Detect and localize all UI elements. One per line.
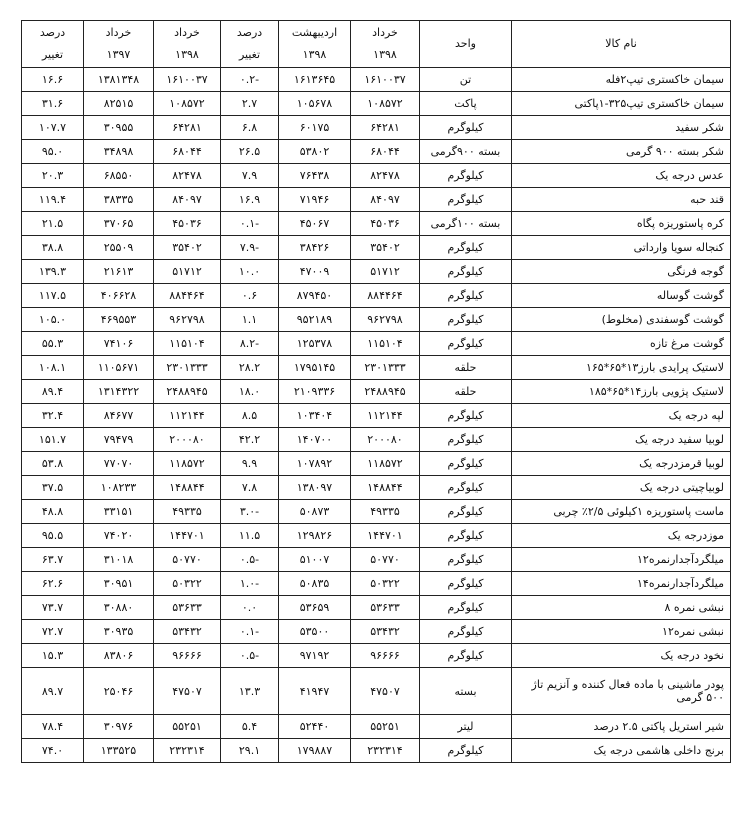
cell-change2: ۱۵.۳ bbox=[22, 644, 84, 668]
cell-change1: ۵.۴ bbox=[221, 715, 279, 739]
cell-unit: کیلوگرم bbox=[420, 236, 512, 260]
table-row bbox=[22, 332, 731, 356]
cell-khordad98b: ۳۵۴۰۲ bbox=[154, 236, 221, 260]
cell-khordad97: ۸۴۶۷۷ bbox=[84, 404, 154, 428]
cell-khordad97: ۲۵۰۴۶ bbox=[84, 668, 154, 715]
cell-khordad98b: ۹۶۲۷۹۸ bbox=[154, 308, 221, 332]
cell-change2: ۵۵.۳ bbox=[22, 332, 84, 356]
cell-khordad97: ۳۰۸۸۰ bbox=[84, 596, 154, 620]
header-line: ۱۳۹۷ bbox=[106, 48, 131, 61]
cell-change2: ۱۱۷.۵ bbox=[22, 284, 84, 308]
cell-change2: ۴۸.۸ bbox=[22, 500, 84, 524]
cell-unit: کیلوگرم bbox=[420, 284, 512, 308]
cell-change2: ۶۲.۶ bbox=[22, 572, 84, 596]
table-row bbox=[22, 476, 731, 500]
table-row bbox=[22, 68, 731, 92]
cell-ordibehesht98: ۵۳۸۰۲ bbox=[279, 140, 351, 164]
table-row bbox=[22, 140, 731, 164]
cell-khordad98b: ۵۱۷۱۲ bbox=[154, 260, 221, 284]
header-line: خرداد bbox=[174, 26, 200, 39]
cell-ordibehesht98: ۴۷۰۰۹ bbox=[279, 260, 351, 284]
cell-unit: کیلوگرم bbox=[420, 164, 512, 188]
cell-khordad98b: ۱۰۸۵۷۲ bbox=[154, 92, 221, 116]
table-header bbox=[22, 21, 731, 68]
cell-change2: ۷۴.۰ bbox=[22, 739, 84, 763]
cell-ordibehesht98: ۲۱۰۹۳۳۶ bbox=[279, 380, 351, 404]
cell-name: گوجه فرنگی bbox=[512, 260, 731, 284]
cell-khordad98: ۶۴۲۸۱ bbox=[351, 116, 420, 140]
cell-khordad98b: ۵۵۲۵۱ bbox=[154, 715, 221, 739]
table-row bbox=[22, 236, 731, 260]
cell-khordad97: ۴۶۹۵۵۳ bbox=[84, 308, 154, 332]
cell-name: لوبیاچیتی درجه یک bbox=[512, 476, 731, 500]
cell-ordibehesht98: ۱۷۹۸۸۷ bbox=[279, 739, 351, 763]
header-line: درصد bbox=[236, 26, 263, 39]
cell-khordad97: ۷۴۱۰۶ bbox=[84, 332, 154, 356]
cell-khordad98: ۳۵۴۰۲ bbox=[351, 236, 420, 260]
cell-khordad98: ۵۳۶۳۳ bbox=[351, 596, 420, 620]
cell-khordad97: ۳۰۹۳۵ bbox=[84, 620, 154, 644]
cell-khordad98b: ۴۹۳۳۵ bbox=[154, 500, 221, 524]
cell-change2: ۶۳.۷ bbox=[22, 548, 84, 572]
cell-name: کنجاله سویا وارداتی bbox=[512, 236, 731, 260]
cell-unit: کیلوگرم bbox=[420, 260, 512, 284]
header-khordad98b bbox=[154, 21, 221, 68]
cell-khordad98b: ۵۰۷۷۰ bbox=[154, 548, 221, 572]
cell-khordad98b: ۱۴۴۷۰۱ bbox=[154, 524, 221, 548]
cell-khordad97: ۳۰۹۷۶ bbox=[84, 715, 154, 739]
cell-name: لپه درجه یک bbox=[512, 404, 731, 428]
cell-khordad98: ۵۵۲۵۱ bbox=[351, 715, 420, 739]
cell-unit: بسته ۹۰۰گرمی bbox=[420, 140, 512, 164]
cell-change1: ۴۲.۲ bbox=[221, 428, 279, 452]
cell-khordad98b: ۵۳۴۳۲ bbox=[154, 620, 221, 644]
cell-ordibehesht98: ۵۲۴۴۰ bbox=[279, 715, 351, 739]
table-row bbox=[22, 92, 731, 116]
cell-change1: -۸.۲ bbox=[221, 332, 279, 356]
cell-khordad97: ۱۱۰۵۶۷۱ bbox=[84, 356, 154, 380]
cell-change1: ۱۸.۰ bbox=[221, 380, 279, 404]
cell-unit: کیلوگرم bbox=[420, 188, 512, 212]
cell-ordibehesht98: ۵۰۸۳۵ bbox=[279, 572, 351, 596]
cell-name: برنج داخلی هاشمی درجه یک bbox=[512, 739, 731, 763]
table-row bbox=[22, 356, 731, 380]
cell-change1: ۷.۸ bbox=[221, 476, 279, 500]
cell-khordad97: ۳۳۱۵۱ bbox=[84, 500, 154, 524]
cell-change2: ۱۵۱.۷ bbox=[22, 428, 84, 452]
cell-khordad97: ۳۴۸۹۸ bbox=[84, 140, 154, 164]
cell-change2: ۳۸.۸ bbox=[22, 236, 84, 260]
cell-unit: کیلوگرم bbox=[420, 500, 512, 524]
cell-change2: ۳۲.۴ bbox=[22, 404, 84, 428]
cell-ordibehesht98: ۴۱۹۴۷ bbox=[279, 668, 351, 715]
cell-unit: کیلوگرم bbox=[420, 548, 512, 572]
cell-change1: ۱۳.۳ bbox=[221, 668, 279, 715]
cell-change1: ۲۶.۵ bbox=[221, 140, 279, 164]
cell-khordad98b: ۸۲۴۷۸ bbox=[154, 164, 221, 188]
cell-change2: ۷۳.۷ bbox=[22, 596, 84, 620]
table-row bbox=[22, 212, 731, 236]
table-row bbox=[22, 452, 731, 476]
header-line: ۱۳۹۸ bbox=[175, 48, 199, 61]
cell-unit: کیلوگرم bbox=[420, 644, 512, 668]
cell-ordibehesht98: ۵۳۵۰۰ bbox=[279, 620, 351, 644]
cell-khordad98: ۹۶۲۷۹۸ bbox=[351, 308, 420, 332]
cell-name: گوشت مرغ تازه bbox=[512, 332, 731, 356]
table-row bbox=[22, 620, 731, 644]
cell-khordad97: ۱۳۳۵۲۵ bbox=[84, 739, 154, 763]
cell-unit: کیلوگرم bbox=[420, 452, 512, 476]
cell-unit: کیلوگرم bbox=[420, 332, 512, 356]
cell-khordad97: ۳۰۹۵۵ bbox=[84, 116, 154, 140]
cell-khordad98b: ۵۳۶۳۳ bbox=[154, 596, 221, 620]
cell-name: سیمان خاکستری تیپ۳۲۵-۱پاکتی bbox=[512, 92, 731, 116]
header-line: تغییر bbox=[238, 48, 261, 61]
cell-khordad98: ۴۹۳۳۵ bbox=[351, 500, 420, 524]
cell-ordibehesht98: ۹۵۲۱۸۹ bbox=[279, 308, 351, 332]
cell-khordad97: ۳۷۰۶۵ bbox=[84, 212, 154, 236]
cell-change2: ۱۰۷.۷ bbox=[22, 116, 84, 140]
cell-name: عدس درجه یک bbox=[512, 164, 731, 188]
header-khordad97 bbox=[84, 21, 154, 68]
header-name bbox=[512, 21, 731, 68]
cell-name: موزدرجه یک bbox=[512, 524, 731, 548]
cell-unit: کیلوگرم bbox=[420, 596, 512, 620]
header-line: واحد bbox=[455, 37, 476, 50]
cell-change2: ۱۰۵.۰ bbox=[22, 308, 84, 332]
cell-change1: ۷.۹ bbox=[221, 164, 279, 188]
cell-khordad97: ۶۸۵۵۰ bbox=[84, 164, 154, 188]
table-row bbox=[22, 116, 731, 140]
cell-khordad98: ۴۷۵۰۷ bbox=[351, 668, 420, 715]
cell-unit: حلقه bbox=[420, 380, 512, 404]
cell-ordibehesht98: ۷۶۴۳۸ bbox=[279, 164, 351, 188]
cell-name: نبشی نمره ۸ bbox=[512, 596, 731, 620]
cell-ordibehesht98: ۱۰۷۸۹۲ bbox=[279, 452, 351, 476]
cell-khordad98b: ۱۱۸۵۷۲ bbox=[154, 452, 221, 476]
cell-unit: کیلوگرم bbox=[420, 620, 512, 644]
cell-unit: بسته ۱۰۰گرمی bbox=[420, 212, 512, 236]
table-row bbox=[22, 164, 731, 188]
cell-ordibehesht98: ۵۱۰۰۷ bbox=[279, 548, 351, 572]
cell-name: شکر سفید bbox=[512, 116, 731, 140]
cell-unit: کیلوگرم bbox=[420, 404, 512, 428]
cell-change2: ۲۰.۳ bbox=[22, 164, 84, 188]
cell-change1: -۷.۹ bbox=[221, 236, 279, 260]
cell-khordad98: ۸۲۴۷۸ bbox=[351, 164, 420, 188]
cell-change1: -۱.۰ bbox=[221, 572, 279, 596]
cell-khordad98b: ۲۳۰۱۳۳۳ bbox=[154, 356, 221, 380]
cell-change2: ۷۲.۷ bbox=[22, 620, 84, 644]
table-row bbox=[22, 668, 731, 715]
cell-unit: کیلوگرم bbox=[420, 308, 512, 332]
cell-change1: -۰.۱ bbox=[221, 212, 279, 236]
cell-khordad97: ۷۹۴۷۹ bbox=[84, 428, 154, 452]
cell-name: شکر بسته ۹۰۰ گرمی bbox=[512, 140, 731, 164]
cell-unit: تن bbox=[420, 68, 512, 92]
cell-khordad98b: ۹۶۶۶۶ bbox=[154, 644, 221, 668]
cell-khordad98: ۲۰۰۰۸۰ bbox=[351, 428, 420, 452]
table-row bbox=[22, 380, 731, 404]
cell-khordad98: ۸۴۰۹۷ bbox=[351, 188, 420, 212]
price-table bbox=[21, 20, 731, 763]
cell-name: ماست پاستوریزه ۱کیلوئی ۲/۵٪ چربی bbox=[512, 500, 731, 524]
cell-change2: ۱۰۸.۱ bbox=[22, 356, 84, 380]
price-table-container bbox=[21, 20, 730, 763]
cell-change1: ۲۸.۲ bbox=[221, 356, 279, 380]
cell-unit: بسته bbox=[420, 668, 512, 715]
cell-ordibehesht98: ۱۲۹۸۲۶ bbox=[279, 524, 351, 548]
cell-khordad98: ۹۶۶۶۶ bbox=[351, 644, 420, 668]
header-line: خرداد bbox=[372, 26, 398, 39]
header-ordibehesht98 bbox=[279, 21, 351, 68]
cell-name: لاستیک پرایدی بارز۱۳*۶۵*۱۶۵ bbox=[512, 356, 731, 380]
cell-ordibehesht98: ۷۱۹۴۶ bbox=[279, 188, 351, 212]
cell-change2: ۱۳۹.۳ bbox=[22, 260, 84, 284]
cell-khordad98b: ۴۷۵۰۷ bbox=[154, 668, 221, 715]
cell-khordad98: ۵۰۳۲۲ bbox=[351, 572, 420, 596]
cell-change1: -۰.۲ bbox=[221, 68, 279, 92]
cell-khordad97: ۳۱۰۱۸ bbox=[84, 548, 154, 572]
cell-name: گوشت گوساله bbox=[512, 284, 731, 308]
header-line: درصد bbox=[39, 26, 66, 39]
cell-khordad98: ۶۸۰۴۴ bbox=[351, 140, 420, 164]
cell-name: پودر ماشینی با ماده فعال کننده و آنزیم تاژ ۵۰۰ گرمی bbox=[512, 668, 731, 715]
cell-name: نبشی نمره۱۲ bbox=[512, 620, 731, 644]
cell-ordibehesht98: ۱۰۳۴۰۴ bbox=[279, 404, 351, 428]
cell-change1: ۰.۶ bbox=[221, 284, 279, 308]
cell-khordad97: ۱۳۸۱۳۴۸ bbox=[84, 68, 154, 92]
table-row bbox=[22, 428, 731, 452]
cell-khordad98: ۱۰۸۵۷۲ bbox=[351, 92, 420, 116]
table-row bbox=[22, 500, 731, 524]
cell-change2: ۲۱.۵ bbox=[22, 212, 84, 236]
cell-khordad98: ۸۸۴۴۶۴ bbox=[351, 284, 420, 308]
cell-name: کره پاستوریزه پگاه bbox=[512, 212, 731, 236]
cell-change1: ۸.۵ bbox=[221, 404, 279, 428]
cell-change1: -۰.۵ bbox=[221, 548, 279, 572]
cell-khordad98: ۵۳۴۳۲ bbox=[351, 620, 420, 644]
cell-ordibehesht98: ۱۷۹۵۱۴۵ bbox=[279, 356, 351, 380]
cell-ordibehesht98: ۱۴۰۷۰۰ bbox=[279, 428, 351, 452]
cell-name: سیمان خاکستری تیپ۲فله bbox=[512, 68, 731, 92]
cell-ordibehesht98: ۹۷۱۹۲ bbox=[279, 644, 351, 668]
cell-change2: ۱۶.۶ bbox=[22, 68, 84, 92]
cell-change1: ۱۶.۹ bbox=[221, 188, 279, 212]
cell-khordad98: ۵۰۷۷۰ bbox=[351, 548, 420, 572]
cell-khordad97: ۳۸۳۳۵ bbox=[84, 188, 154, 212]
cell-change2: ۳۱.۶ bbox=[22, 92, 84, 116]
cell-name: لوبیا قرمزدرجه یک bbox=[512, 452, 731, 476]
cell-khordad98b: ۲۴۸۸۹۴۵ bbox=[154, 380, 221, 404]
cell-khordad97: ۷۴۰۲۰ bbox=[84, 524, 154, 548]
table-row bbox=[22, 284, 731, 308]
cell-khordad98: ۱۱۸۵۷۲ bbox=[351, 452, 420, 476]
cell-change2: ۷۸.۴ bbox=[22, 715, 84, 739]
table-row bbox=[22, 308, 731, 332]
cell-khordad98b: ۶۸۰۴۴ bbox=[154, 140, 221, 164]
table-row bbox=[22, 188, 731, 212]
cell-change2: ۳۷.۵ bbox=[22, 476, 84, 500]
cell-ordibehesht98: ۱۰۵۶۷۸ bbox=[279, 92, 351, 116]
cell-ordibehesht98: ۵۰۸۷۳ bbox=[279, 500, 351, 524]
table-row bbox=[22, 596, 731, 620]
cell-unit: کیلوگرم bbox=[420, 524, 512, 548]
table-row bbox=[22, 548, 731, 572]
cell-khordad98: ۱۴۴۷۰۱ bbox=[351, 524, 420, 548]
cell-ordibehesht98: ۵۳۶۵۹ bbox=[279, 596, 351, 620]
header-line: اردیبهشت bbox=[291, 26, 338, 39]
cell-ordibehesht98: ۶۰۱۷۵ bbox=[279, 116, 351, 140]
header-line: تغییر bbox=[41, 48, 64, 61]
cell-ordibehesht98: ۳۸۴۲۶ bbox=[279, 236, 351, 260]
cell-unit: کیلوگرم bbox=[420, 739, 512, 763]
cell-name: لوبیا سفید درجه یک bbox=[512, 428, 731, 452]
header-line: خرداد bbox=[105, 26, 132, 39]
cell-khordad98b: ۸۴۰۹۷ bbox=[154, 188, 221, 212]
cell-khordad98: ۲۳۰۱۳۳۳ bbox=[351, 356, 420, 380]
header-khordad98 bbox=[351, 21, 420, 68]
cell-khordad98: ۴۵۰۳۶ bbox=[351, 212, 420, 236]
table-row bbox=[22, 524, 731, 548]
cell-khordad97: ۸۲۵۱۵ bbox=[84, 92, 154, 116]
cell-khordad98: ۲۳۲۳۱۴ bbox=[351, 739, 420, 763]
cell-khordad97: ۸۳۸۰۶ bbox=[84, 644, 154, 668]
cell-change1: ۶.۸ bbox=[221, 116, 279, 140]
cell-name: میلگردآجدارنمره۱۲ bbox=[512, 548, 731, 572]
cell-unit: کیلوگرم bbox=[420, 476, 512, 500]
cell-change2: ۹۵.۵ bbox=[22, 524, 84, 548]
cell-khordad97: ۲۱۶۱۳ bbox=[84, 260, 154, 284]
cell-change1: -۳.۰ bbox=[221, 500, 279, 524]
cell-change1: -۰.۱ bbox=[221, 620, 279, 644]
cell-change1: -۰.۵ bbox=[221, 644, 279, 668]
cell-ordibehesht98: ۱۳۸۰۹۷ bbox=[279, 476, 351, 500]
table-row bbox=[22, 260, 731, 284]
cell-name: میلگردآجدارنمره۱۴ bbox=[512, 572, 731, 596]
cell-khordad97: ۱۰۸۲۳۳ bbox=[84, 476, 154, 500]
cell-khordad98: ۱۱۲۱۴۴ bbox=[351, 404, 420, 428]
cell-change1: ۱۰.۰ bbox=[221, 260, 279, 284]
cell-khordad97: ۲۵۵۰۹ bbox=[84, 236, 154, 260]
cell-ordibehesht98: ۱۲۵۳۷۸ bbox=[279, 332, 351, 356]
cell-khordad98b: ۶۴۲۸۱ bbox=[154, 116, 221, 140]
cell-name: قند حبه bbox=[512, 188, 731, 212]
cell-khordad98: ۱۱۵۱۰۴ bbox=[351, 332, 420, 356]
header-line: ۱۳۹۸ bbox=[373, 48, 397, 61]
cell-change2: ۹۵.۰ bbox=[22, 140, 84, 164]
cell-name: گوشت گوسفندی (مخلوط) bbox=[512, 308, 731, 332]
table-body bbox=[22, 68, 731, 763]
cell-khordad98b: ۱۴۸۸۴۴ bbox=[154, 476, 221, 500]
cell-change1: ۹.۹ bbox=[221, 452, 279, 476]
cell-unit: کیلوگرم bbox=[420, 572, 512, 596]
cell-change1: ۰.۰ bbox=[221, 596, 279, 620]
table-row bbox=[22, 644, 731, 668]
header-unit bbox=[420, 21, 512, 68]
cell-khordad98b: ۱۶۱۰۰۳۷ bbox=[154, 68, 221, 92]
cell-khordad98: ۲۴۸۸۹۴۵ bbox=[351, 380, 420, 404]
cell-change1: ۱.۱ bbox=[221, 308, 279, 332]
cell-change2: ۸۹.۷ bbox=[22, 668, 84, 715]
cell-ordibehesht98: ۴۵۰۶۷ bbox=[279, 212, 351, 236]
table-row bbox=[22, 572, 731, 596]
header-change2 bbox=[22, 21, 84, 68]
header-line: نام کالا bbox=[605, 37, 637, 50]
cell-khordad97: ۷۷۰۷۰ bbox=[84, 452, 154, 476]
cell-khordad98b: ۱۱۲۱۴۴ bbox=[154, 404, 221, 428]
table-row bbox=[22, 715, 731, 739]
cell-name: نخود درجه یک bbox=[512, 644, 731, 668]
cell-unit: کیلوگرم bbox=[420, 116, 512, 140]
cell-khordad97: ۳۰۹۵۱ bbox=[84, 572, 154, 596]
cell-change1: ۲۹.۱ bbox=[221, 739, 279, 763]
table-row bbox=[22, 404, 731, 428]
cell-khordad98b: ۵۰۳۲۲ bbox=[154, 572, 221, 596]
cell-change1: ۱۱.۵ bbox=[221, 524, 279, 548]
table-row bbox=[22, 739, 731, 763]
cell-khordad98b: ۱۱۵۱۰۴ bbox=[154, 332, 221, 356]
cell-khordad98: ۵۱۷۱۲ bbox=[351, 260, 420, 284]
cell-khordad98b: ۲۳۲۳۱۴ bbox=[154, 739, 221, 763]
cell-unit: حلقه bbox=[420, 356, 512, 380]
cell-unit: لیتر bbox=[420, 715, 512, 739]
cell-change2: ۸۹.۴ bbox=[22, 380, 84, 404]
header-row bbox=[22, 21, 731, 68]
cell-ordibehesht98: ۸۷۹۴۵۰ bbox=[279, 284, 351, 308]
cell-khordad98b: ۴۵۰۳۶ bbox=[154, 212, 221, 236]
cell-unit: کیلوگرم bbox=[420, 428, 512, 452]
header-change1 bbox=[221, 21, 279, 68]
cell-change2: ۱۱۹.۴ bbox=[22, 188, 84, 212]
cell-name: شیر استریل پاکتی ۲.۵ درصد bbox=[512, 715, 731, 739]
cell-khordad97: ۴۰۶۶۲۸ bbox=[84, 284, 154, 308]
cell-change1: ۲.۷ bbox=[221, 92, 279, 116]
cell-khordad98b: ۲۰۰۰۸۰ bbox=[154, 428, 221, 452]
cell-unit: پاکت bbox=[420, 92, 512, 116]
cell-khordad97: ۱۳۱۴۳۲۲ bbox=[84, 380, 154, 404]
cell-name: لاستیک پژویی بارز۱۴*۶۵*۱۸۵ bbox=[512, 380, 731, 404]
cell-khordad98: ۱۶۱۰۰۳۷ bbox=[351, 68, 420, 92]
cell-change2: ۵۳.۸ bbox=[22, 452, 84, 476]
header-line: ۱۳۹۸ bbox=[302, 48, 327, 61]
cell-khordad98b: ۸۸۴۴۶۴ bbox=[154, 284, 221, 308]
cell-ordibehesht98: ۱۶۱۳۶۴۵ bbox=[279, 68, 351, 92]
cell-khordad98: ۱۴۸۸۴۴ bbox=[351, 476, 420, 500]
